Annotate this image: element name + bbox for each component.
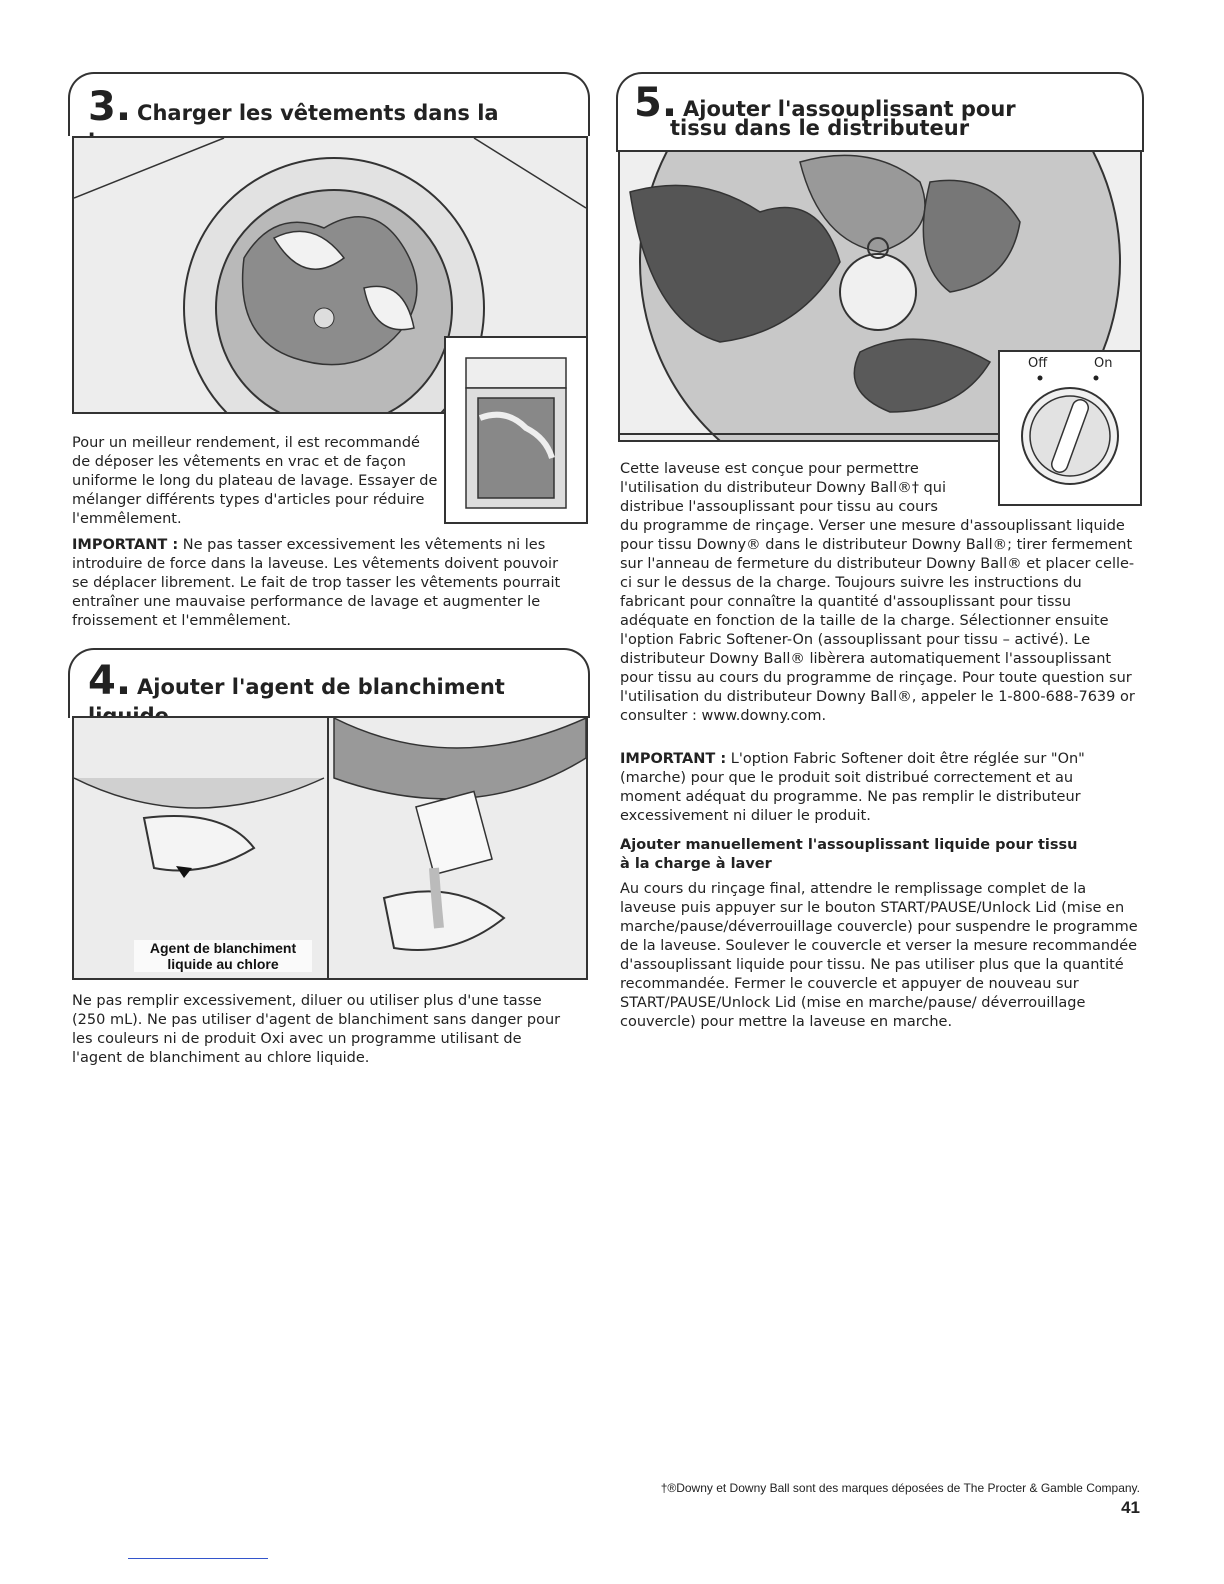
section-5-subheading-line2: à la charge à laver (620, 856, 772, 872)
section-5-body-intro: Cette laveuse est conçue pour permettre l'utilisation du distributeur Downy Ball®† qui distribue l'assouplissant pour tissu au cours (620, 461, 946, 515)
section-4-number: 4. (88, 658, 132, 704)
section-3-important-text: Ne pas tasser excessivement les vêtements ni les introduire de force dans la laveuse. Les vêtements doivent pouvoir se déplacer librement. Le fait de trop tasser les vêtements pourrait entraîner une mauvaise performance de lavage et augmenter le froissement et l'emmêlement. (72, 537, 561, 629)
dial-on-label: On (1094, 356, 1113, 371)
section-5-important-label: IMPORTANT : (620, 751, 727, 767)
bleach-figure-label (134, 940, 312, 972)
dial-icon (1000, 352, 1140, 504)
section-5-manual-text: Au cours du rinçage final, attendre le remplissage complet de la laveuse puis appuyer sur le bouton START/PAUSE/Unlock Lid (mise en marche/pause/déverrouillage couvercle) pour suspendre le programme de la laveuse. Soulever le couvercle et verser la mesure recommandée d'assouplissant liquide pour tissu. Ne pas utiliser plus que la quantité recommandée. Fermer le couvercle et appuyer de nouveau sur START/PAUSE/Unlock Lid (mise en marche/pause/ déverrouillage couvercle) pour mettre la laveuse en marche. (620, 881, 1138, 1030)
decorative-line (128, 1558, 268, 1559)
washer-inset (444, 336, 588, 524)
section-5-title-line2: tissu dans le distributeur (670, 116, 970, 140)
fabric-softener-dial-inset (998, 350, 1142, 506)
section-4-body: Ne pas remplir excessivement, diluer ou utiliser plus d'une tasse (250 mL). Ne pas utiliser d'agent de blanchiment sans danger pour les couleurs ni de produit Oxi avec un programme utilisant de l'agent de blanchiment au chlore liquide. (72, 993, 561, 1066)
section-3-body: Pour un meilleur rendement, il est recommandé de déposer les vêtements en vrac et de façon uniforme le long du plateau de lavage. Essayer de mélanger différents types d'articles pour réduire l'emmêlement. (72, 435, 438, 527)
section-5-subheading-line1: Ajouter manuellement l'assouplissant liquide pour tissu (620, 837, 1078, 853)
section-3-title-text: Charger les vêtements dans la (137, 101, 499, 125)
page-number: 41 (1121, 1498, 1140, 1517)
section-3-important (72, 536, 564, 631)
footnote: †®Downy et Downy Ball sont des marques déposées de The Procter & Gamble Company. (660, 1481, 1140, 1495)
bleach-dispenser-illustration (74, 718, 586, 978)
washer-icon (446, 338, 586, 522)
bleach-figure-label-line2: liquide au chlore (167, 956, 279, 972)
section-5-important-text: L'option Fabric Softener doit être réglée sur "On" (marche) pour que le produit soit distribué correctement et au moment adéquat du programme. Ne pas remplir le distributeur excessivement ni diluer le produit. (620, 751, 1085, 824)
dial-off-label: Off (1028, 356, 1048, 371)
section-5-subheading (620, 836, 1140, 874)
section-3-number: 3. (88, 84, 132, 130)
section-5-body: du programme de rinçage. Verser une mesure d'assouplissant liquide pour tissu Downy® dans le distributeur Downy Ball®; tirer fermement sur l'anneau de fermeture du distributeur Downy Ball® et placer celle-ci sur le dessus de la charge. Toujours suivre les instructions du fabricant pour connaître la quantité d'assouplissant pour tissu adéquate en fonction de la taille de la charge. Sélectionner ensuite l'option Fabric Softener-On (assouplissant pour tissu – activé). Le distributeur Downy Ball® libèrera automatiquement l'assouplissant pour tissu au cours du programme de rinçage. Pour toute question sur l'utilisation du distributeur Downy Ball®, appeler le 1-800-688-7639 or consulter : www.downy.com. (620, 518, 1135, 724)
section-5-title (634, 80, 1134, 140)
bleach-figure-label-line1: Agent de blanchiment (149, 940, 297, 956)
section-3-important-label: IMPORTANT : (72, 537, 179, 553)
section-5-important (620, 750, 1120, 826)
section-4-title-line1: Ajouter l'agent de blanchiment (137, 675, 505, 699)
section-5-title-line1: Ajouter l'assouplissant pour (683, 97, 1016, 121)
section-5-number: 5. (634, 80, 678, 126)
